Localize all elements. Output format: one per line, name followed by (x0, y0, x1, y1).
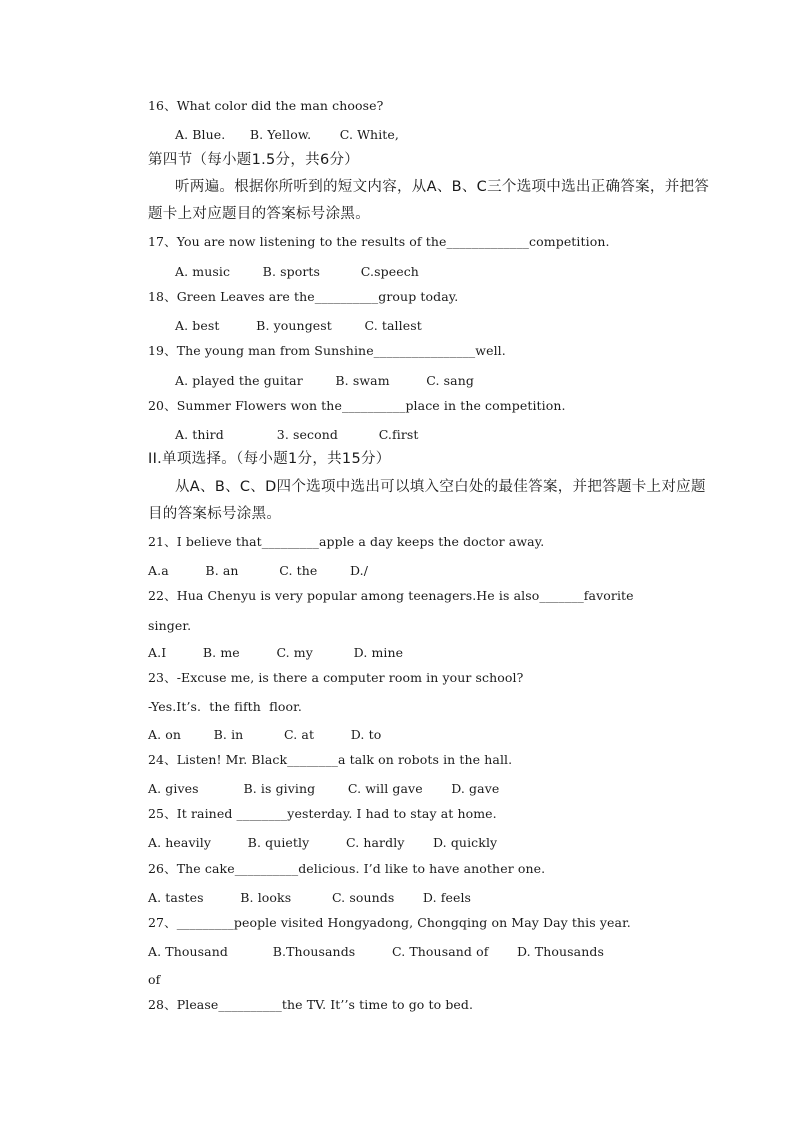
section4-instruction-line2: 题卡上对应题目的答案标号涂黑。 (148, 206, 370, 222)
q20-options: A. third 3. second C.first (175, 427, 419, 442)
q18-options: A. best B. youngest C. tallest (175, 318, 422, 333)
q24-stem: 24、Listen! Mr. Black________a talk on robots in the hall. (148, 752, 513, 767)
q26-options: A. tastes B. looks C. sounds D. feels (148, 890, 472, 905)
q22-options: A.I B. me C. my D. mine (148, 645, 404, 660)
part2-instruction-line2: 目的答案标号涂黑。 (148, 506, 282, 522)
q24-options: A. gives B. is giving C. will gave D. gave (148, 781, 500, 796)
q25-options: A. heavily B. quietly C. hardly D. quickly (148, 835, 498, 850)
q18-stem: 18、Green Leaves are the__________group today. (148, 289, 459, 304)
q21-options: A.a B. an C. the D./ (148, 563, 369, 578)
q23-stem-line1: 23、-Excuse me, is there a computer room in your school? (148, 670, 524, 685)
section4-instruction-line1: 听两遍。根据你所听到的短文内容，从A、B、C三个选项中选出正确答案，并把答 (175, 179, 710, 195)
q25-stem: 25、It rained ________yesterday. I had to stay at home. (148, 806, 497, 821)
q28-stem: 28、Please__________the TV. It’’s time to go to bed. (148, 997, 474, 1012)
q16-options: A. Blue. B. Yellow. C. White, (175, 127, 399, 142)
q27-stem: 27、_________people visited Hongyadong, Chongqing on May Day this year. (148, 915, 631, 930)
q16-stem: 16、What color did the man choose? (148, 98, 384, 113)
q23-options: A. on B. in C. at D. to (148, 727, 382, 742)
q22-stem-line2: singer. (148, 618, 192, 633)
q23-stem-line2: -Yes.It’s. the fifth floor. (148, 699, 302, 714)
section4-heading: 第四节（每小题1.5分，共6分） (148, 152, 360, 168)
q26-stem: 26、The cake__________delicious. I’d like to have another one. (148, 861, 546, 876)
q27-options-line1: A. Thousand B.Thousands C. Thousand of D. Thousands (148, 944, 604, 959)
part2-heading: II.单项选择。（每小题1分，共15分） (148, 451, 391, 467)
part2-instruction-line1: 从A、B、C、D四个选项中选出可以填入空白处的最佳答案，并把答题卡上对应题 (175, 479, 706, 495)
q17-options: A. music B. sports C.speech (175, 264, 419, 279)
q19-options: A. played the guitar B. swam C. sang (175, 373, 474, 388)
q19-stem: 19、The young man from Sunshine________________well. (148, 343, 506, 358)
q20-stem: 20、Summer Flowers won the__________place in the competition. (148, 398, 566, 413)
q17-stem: 17、You are now listening to the results of the_____________competition. (148, 234, 610, 249)
q21-stem: 21、I believe that_________apple a day keeps the doctor away. (148, 534, 545, 549)
q27-options-line2: of (148, 972, 161, 987)
q22-stem-line1: 22、Hua Chenyu is very popular among teenagers.He is also_______favorite (148, 588, 634, 603)
